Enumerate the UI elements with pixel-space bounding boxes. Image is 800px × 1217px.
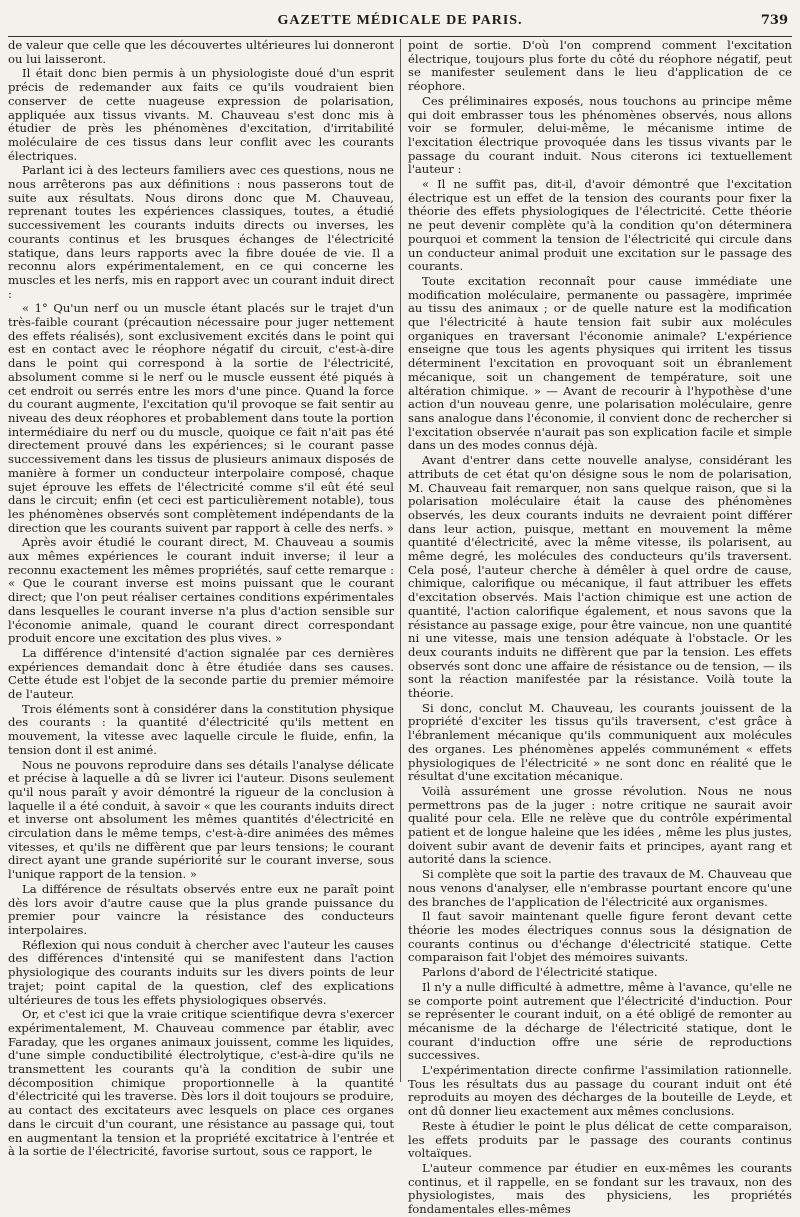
right-column xyxy=(400,38,792,1217)
paragraph: Il n'y a nulle difficulté à admettre, même à l'avance, qu'elle ne se comporte point autrement que l'électricité d'induction. Pour se représenter le courant induit, on a été obligé de remonter au mécanisme de la décharge de l'électricité statique, dont le courant d'induction offre une série de reproductions successives. xyxy=(408,979,792,1063)
page-number: 739 xyxy=(760,13,788,28)
paragraph: Après avoir étudié le courant direct, M. Chauveau a soumis aux mêmes expériences le courant induit inverse; il leur a reconnu exactement les mêmes propriétés, sauf cette remarque : « Que le courant inverse est moins puissant que le courant direct; que l'on peut réaliser certaines conditions expérimentales dans lesquelles le courant inverse n'a plus d'action sensible sur l'économie animale, quand le courant direct correspondant produit encore une excitation des plus vives. » xyxy=(8,535,394,646)
paragraph: Parlons d'abord de l'électricité statique. xyxy=(422,965,658,980)
paragraph: « 1° Qu'un nerf ou un muscle étant placés sur le trajet d'un très-faible courant (précaution nécessaire pour juger nettement des effets réalisés), sont exclusivement excités dans le point qui est en contact avec le réophore négatif du circuit, c'est-à-dire dans le point qui correspond à la sortie de l'électricité, absolument comme si le nerf ou le muscle eussent été piqués à cet endroit ou serrés entre les mors d'une pince. Quand la force du courant augmente, l'excitation qu'il provoque se fait sentir au niveau des deux réophores et probablement dans toute la portion intermédiaire du nerf ou du muscle, quoique ce fait n'ait pas été directement prouvé dans les expériences; si le courant passe successivement dans les tissus de plusieurs animaux disposés de manière à former un conducteur interpolaire composé, chaque sujet éprouve les effets de l'électricité comme s'il eût été seul dans le circuit; enfin (et ceci est particulièrement notable), tous les phénomènes observés sont complètement indépendants de la direction que les courants suivent par rapport à celle des nerfs. » xyxy=(8,301,394,535)
paragraph: La différence de résultats observés entre eux ne paraît point dès lors avoir d'autre cause que la plus grande puissance du premier pour vaincre la résistance des conducteurs interpolaires. xyxy=(8,881,394,937)
left-column xyxy=(8,38,400,1159)
paragraph: Si complète que soit la partie des travaux de M. Chauveau que nous venons d'analyser, elle n'embrasse pourtant encore qu'une des branches de l'application de l'électricité aux organismes. xyxy=(408,867,792,909)
paragraph: Or, et c'est ici que la vraie critique scientifique devra s'exercer expérimentalement, M. Chauveau commence par établir, avec Faraday, que les organes animaux jouissent, comme les liquides, d'une simple conductibilité électrolytique, c'est-à-dire qu'ils ne transmettent les courants qu'à la condition de subir une décomposition chimique proportionnelle à la quantité d'électricité qui les traverse. Dès lors il doit toujours se produire, au contact des excitateurs avec lesquels on place ces organes dans le circuit d'un courant, une résistance au passage qui, tout en augmentant la tension et la propriété excitatrice à l'entrée et à la sortie de l'électricité, favorise surtout, sous ce rapport, le xyxy=(8,1007,394,1159)
running-title: GAZETTE MÉDICALE DE PARIS. xyxy=(277,13,523,28)
paragraph: point de sortie. D'où l'on comprend comment l'excitation électrique, toujours plus forte du côté du réophore négatif, peut se manifester seulement dans le lieu d'application de ce réophore. xyxy=(408,38,792,94)
paragraph: Réflexion qui nous conduit à chercher avec l'auteur les causes des différences d'intensité qui se manifestent dans l'action physiologique des courants induits sur les divers points de leur trajet; point capital de la question, clef des explications ultérieures de tous les effets physiologiques observés. xyxy=(8,937,394,1007)
paragraph: de valeur que celle que les découvertes ultérieures lui donneront ou lui laisseront. xyxy=(8,38,394,66)
paragraph: Avant d'entrer dans cette nouvelle analyse, considérant les attributs de cet état qu'on désigne sous le nom de polarisation, M. Chauveau fait remarquer, non sans quelque raison, que si la polarisation moléculaire était la cause des phénomènes observés, les deux courants induits ne devraient point différer dans leur action, puisque, mettant en mouvement la même quantité d'électricité, avec la même vitesse, ils polarisent, au même degré, les molécules des conducteurs qu'ils traversent. Cela posé, l'auteur cherche à démêler à quel ordre de cause, chimique, calorifique ou mécanique, il faut attribuer les effets d'excitation observés. Mais l'action chimique est une action de quantité, l'action calorifique également, et nous savons que la résistance au passage exige, pour être vaincue, non une quantité ni une vitesse, mais une tension adéquate à l'obstacle. Or les deux courants induits ne diffèrent que par la tension. Les effets observés sont donc une affaire de résistance ou de tension, — ils sont la réaction manifestée par la résistance. Voilà toute la théorie. xyxy=(408,453,792,701)
paragraph: Ces préliminaires exposés, nous touchons au principe même qui doit embrasser tous les phénomènes observés, nous allons voir se formuler, delui-même, le mécanisme intime de l'excitation électrique provoquée dans les tissus vivants par le passage du courant induit. Nous citerons ici textuellement l'auteur : xyxy=(408,93,792,177)
paragraph: Il était donc bien permis à un physiologiste doué d'un esprit précis de redemander aux faits ce qu'ils voudraient bien conserver de cette nuageuse expression de polarisation, appliquée aux tissus vivants. M. Chauveau s'est donc mis à étudier de près les phénomènes d'excitation, d'irritabilité moléculaire de ces tissus dans leur conflit avec les courants électriques. xyxy=(8,66,394,163)
paragraph: « Il ne suffit pas, dit-il, d'avoir démontré que l'excitation électrique est un effet de la tension des courants pour fixer la théorie des effets physiologiques de l'électricité. Cette théorie ne peut devenir complète qu'à la condition qu'on déterminera pourquoi et comment la tension de l'électricité qui circule dans un conducteur animal produit une excitation sur le passage des courants. xyxy=(408,177,792,274)
paragraph: Toute excitation reconnaît pour cause immédiate une modification moléculaire, permanente ou passagère, imprimée au tissu des animaux ; or de quelle nature est la modification que l'électricité à haute tension fait subir aux molécules organiques en traversant l'économie animale? L'expérience enseigne que tous les agents physiques qui irritent les tissus déterminent l'excitation en provoquant soit un ébranlement mécanique, soit un changement de température, soit une altération chimique. » — Avant de recourir à l'hypothèse d'une action d'un nouveau genre, une polarisation moléculaire, genre sans analogue dans l'économie, il convient donc de rechercher si l'excitation observée n'aurait pas son explication facile et simple dans un des modes connus déjà. xyxy=(408,273,792,453)
paragraph: L'expérimentation directe confirme l'assimilation rationnelle. Tous les résultats dus au passage du courant induit ont été reproduits au moyen des décharges de la bouteille de Leyde, et ont dû donner lieu exactement aux mêmes conclusions. xyxy=(408,1063,792,1119)
paragraph: Trois éléments sont à considérer dans la constitution physique des courants : la quantité d'électricité qu'ils mettent en mouvement, la vitesse avec laquelle circule le fluide, enfin, la tension dont il est animé. xyxy=(8,701,394,757)
paragraph: Parlant ici à des lecteurs familiers avec ces questions, nous ne nous arrêterons pas aux définitions : nous passerons tout de suite aux résultats. Nous dirons donc que M. Chauveau, reprenant toutes les expériences classiques, toutes, a étudié successivement les courants induits directs ou inverses, les courants continus et les brusques échanges de l'électricité statique, dans leurs rapports avec la fibre douée de vie. Il a reconnu alors expérimentalement, en ce qui concerne les muscles et les nerfs, mis en rapport avec un courant induit direct : xyxy=(8,163,394,301)
paragraph: Il faut savoir maintenant quelle figure feront devant cette théorie les modes électriques connus sous la désignation de courants continus ou d'échange d'électricité statique. Cette comparaison fait l'objet des mémoires suivants. xyxy=(408,909,792,965)
paragraph: Nous ne pouvons reproduire dans ses détails l'analyse délicate et précise à laquelle a dû se livrer ici l'auteur. Disons seulement qu'il nous paraît y avoir démontré la rigueur de la conclusion à laquelle il a été conduit, à savoir « que les courants induits direct et inverse ont absolument les mêmes quantités d'électricité en circulation dans le même temps, c'est-à-dire animées des mêmes vitesses, et qu'ils ne diffèrent que par leurs tensions; le courant direct ayant une grande supériorité sur le courant inverse, sous l'unique rapport de la tension. » xyxy=(8,757,394,882)
paragraph: Reste à étudier le point le plus délicat de cette comparaison, les effets produits par le passage des courants continus voltaïques. xyxy=(408,1118,792,1161)
paragraph: La différence d'intensité d'action signalée par ces dernières expériences demandait donc à être étudiée dans ses causes. Cette étude est l'objet de la seconde partie du premier mémoire de l'auteur. xyxy=(8,645,394,702)
paragraph: L'auteur commence par étudier en eux-mêmes les courants continus, et il rappelle, en se fondant sur les travaux, non des physiologistes, mais des physiciens, les propriétés fondamentales elles-mêmes xyxy=(408,1160,792,1217)
text-columns xyxy=(8,38,792,1217)
paragraph: Voilà assurément une grosse révolution. Nous ne nous permettrons pas de la juger : notre critique ne saurait avoir qualité pour cela. Elle ne relève que du contrôle expérimental patient et de longue haleine que les idées , même les plus justes, doivent subir avant de devenir faits et principes, ayant rang et autorité dans la science. xyxy=(408,783,792,867)
paragraph: Si donc, conclut M. Chauveau, les courants jouissent de la propriété d'exciter les tissus qu'ils traversent, c'est grâce à l'ébranlement mécanique qu'ils communiquent aux molécules des organes. Les phénomènes appelés communément « effets physiologiques de l'électricité » ne sont donc en réalité que le résultat d'une excitation mécanique. xyxy=(408,700,792,784)
page-header xyxy=(8,6,792,37)
